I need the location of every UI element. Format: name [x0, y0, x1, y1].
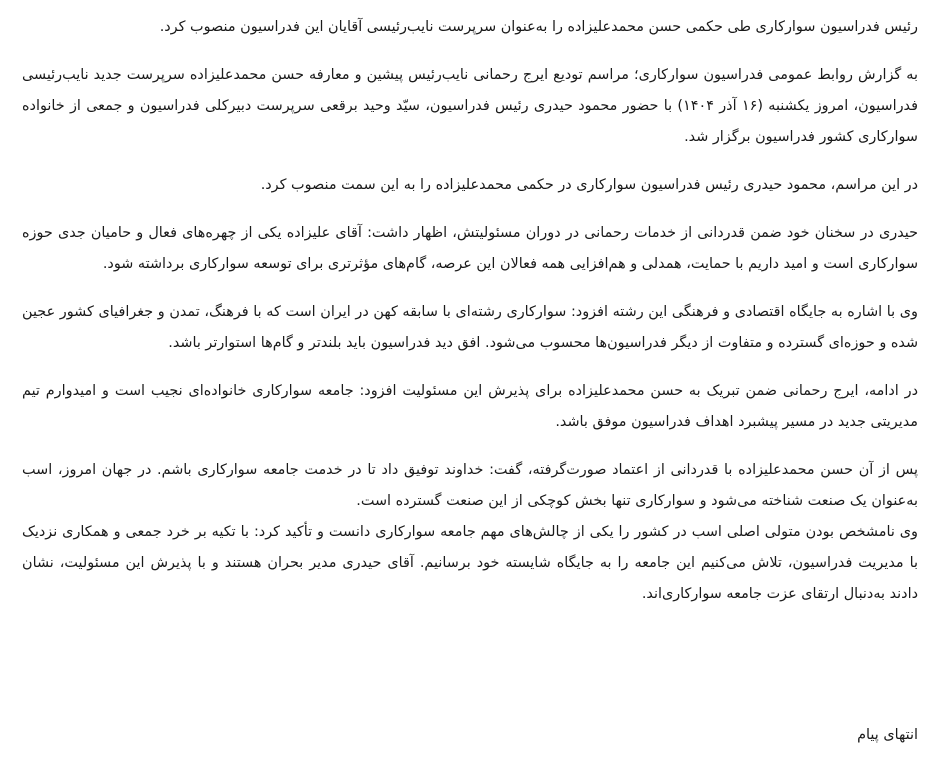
- article-paragraph: وی با اشاره به جایگاه اقتصادی و فرهنگی این رشته افزود: سوارکاری رشته‌ای با سابقه کهن در ایران است که با فرهنگ، تمدن و جغرافیای کشور عجین شده و حوزه‌ای گسترده و متفاوت از دیگر فدراسیون‌ها محسوب می‌شود. افق دید فدراسیون باید بلندتر و گام‌ها استوارتر باشد.: [22, 304, 918, 351]
- article-paragraph: پس از آن حسن محمدعلیزاده با قدردانی از اعتماد صورت‌گرفته، گفت: خداوند توفیق داد تا در خدمت جامعه سوارکاری باشم. در جهان امروز، اسب به‌عنوان یک صنعت شناخته می‌شود و سوارکاری تنها بخش کوچکی از این صنعت گسترده است.: [22, 462, 918, 509]
- end-of-message-label: انتهای پیام: [857, 727, 918, 743]
- article-paragraph: وی نامشخص بودن متولی اصلی اسب در کشور را یکی از چالش‌های مهم جامعه سوارکاری دانست و تأکید کرد: با تکیه بر خرد جمعی و همکاری نزدیک با مدیریت فدراسیون، تلاش می‌کنیم این جامعه را به جایگاه شایسته خود برسانیم. آقای حیدری مدیر بحران هستند و با پذیرش این مسئولیت، نشان دادند به‌دنبال ارتقای عزت جامعه سوارکاری‌اند.: [22, 524, 918, 602]
- news-article-body: [22, 12, 918, 627]
- article-paragraph: در ادامه، ایرج رحمانی ضمن تبریک به حسن محمدعلیزاده برای پذیرش این مسئولیت افزود: جامعه سوارکاری خانواده‌ای نجیب است و امیدوارم تیم مدیریتی جدید در مسیر پیشبرد اهداف فدراسیون موفق باشد.: [22, 383, 918, 430]
- article-paragraph: به گزارش روابط عمومی فدراسیون سوارکاری؛ مراسم تودیع ایرج رحمانی نایب‌رئیس پیشین و معارفه حسن محمدعلیزاده سرپرست جدید نایب‌رئیسی فدراسیون، امروز یکشنبه (۱۶ آذر ۱۴۰۴) با حضور محمود حیدری رئیس فدراسیون، سیّد وحید برقعی سرپرست دبیرکلی فدراسیون و جمعی از خانواده سوارکاری کشور فدراسیون برگزار شد.: [22, 67, 918, 145]
- article-paragraph: حیدری در سخنان خود ضمن قدردانی از خدمات رحمانی در دوران مسئولیتش، اظهار داشت: آقای علیزاده یکی از چهره‌های فعال و حامیان جدی حوزه سوارکاری است و امید داریم با حمایت، همدلی و هم‌افزایی همه فعالان این عرصه، گام‌های مؤثرتری برای توسعه سوارکاری برداشته شود.: [22, 225, 918, 272]
- article-lead-paragraph: رئیس فدراسیون سوارکاری طی حکمی حسن محمدعلیزاده را به‌عنوان سرپرست نایب‌رئیسی آقایان این فدراسیون منصوب کرد.: [159, 19, 918, 35]
- article-paragraph: در این مراسم، محمود حیدری رئیس فدراسیون سوارکاری در حکمی محمدعلیزاده را به این سمت منصوب کرد.: [260, 177, 918, 193]
